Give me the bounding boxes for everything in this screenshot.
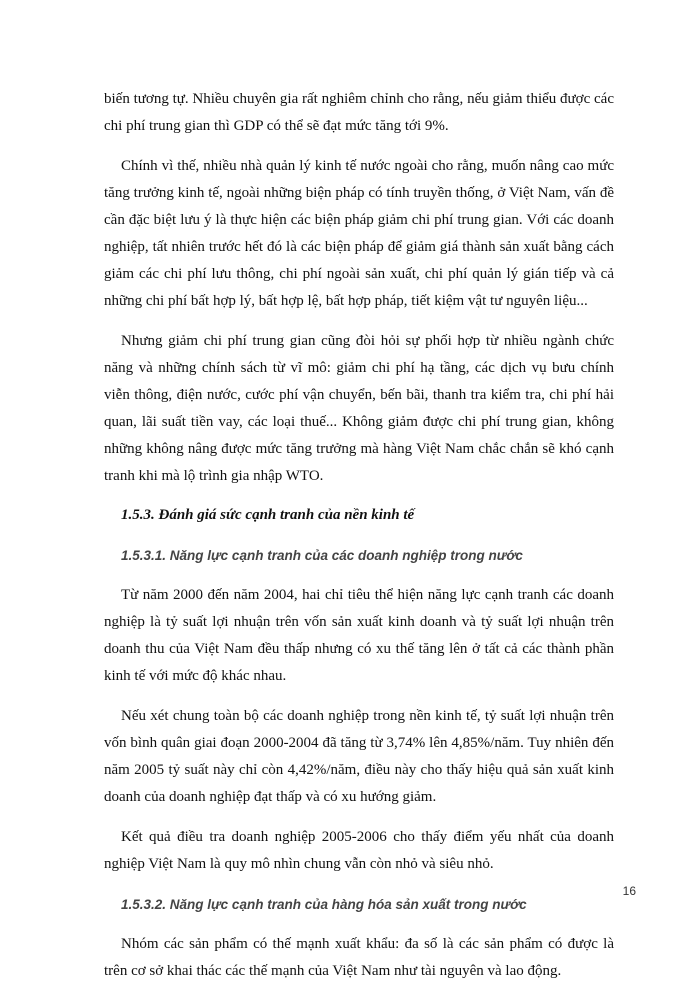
subsection-heading-1-5-3-2: 1.5.3.2. Năng lực cạnh tranh của hàng hóa sản xuất trong nước	[121, 897, 527, 912]
page-body	[104, 86, 614, 985]
paragraph-profit-rates: Nếu xét chung toàn bộ các doanh nghiệp trong nền kinh tế, tỷ suất lợi nhuận trên vốn bình quân giai đoạn 2000-2004 đã tăng từ 3,74% lên 4,85%/năm. Tuy nhiên đến năm 2005 tỷ suất này chỉ còn 4,42%/năm, điều này cho thấy hiệu quả sản xuất kinh doanh của doanh nghiệp đạt thấp và có xu hướng giảm.	[104, 708, 614, 805]
paragraph-survey-results: Kết quả điều tra doanh nghiệp 2005-2006 cho thấy điểm yếu nhất của doanh nghiệp Việt Nam là quy mô nhìn chung vẫn còn nhỏ và siêu nhỏ.	[104, 829, 614, 872]
paragraph-export-products: Nhóm các sản phẩm có thế mạnh xuất khẩu: đa số là các sản phẩm có được là trên cơ sở khai thác các thế mạnh của Việt Nam như tài nguyên và lao động.	[104, 936, 614, 979]
section-heading-1-5-3: 1.5.3. Đánh giá sức cạnh tranh của nền kinh tế	[121, 507, 415, 523]
paragraph-macro-coordination: Nhưng giảm chi phí trung gian cũng đòi hỏi sự phối hợp từ nhiều ngành chức năng và những chính sách từ vĩ mô: giảm chi phí hạ tầng, các dịch vụ bưu chính viễn thông, điện nước, cước phí vận chuyển, bến bãi, thanh tra kiểm tra, chi phí hải quan, lãi suất tiền vay, các loại thuế... Không giảm được chi phí trung gian, không những không nâng được mức tăng trưởng mà hàng Việt Nam chắc chắn sẽ khó cạnh tranh khi mà lộ trình gia nhập WTO.	[104, 333, 614, 484]
paragraph-continued: biến tương tự. Nhiều chuyên gia rất nghiêm chỉnh cho rằng, nếu giảm thiểu được các chi phí trung gian thì GDP có thể sẽ đạt mức tăng tới 9%.	[104, 91, 614, 134]
paragraph-intermediate-costs: Chính vì thế, nhiều nhà quản lý kinh tế nước ngoài cho rằng, muốn nâng cao mức tăng trưởng kinh tế, ngoài những biện pháp có tính truyền thống, ở Việt Nam, vấn đề cần đặc biệt lưu ý là thực hiện các biện pháp giảm chi phí trung gian. Với các doanh nghiệp, tất nhiên trước hết đó là các biện pháp để giảm giá thành sản xuất bằng cách giảm các chi phí lưu thông, chi phí ngoài sản xuất, chi phí quản lý gián tiếp và cả những chi phí bất hợp lý, bất hợp lệ, bất hợp pháp, tiết kiệm vật tư nguyên liệu...	[104, 158, 614, 309]
paragraph-profit-indicators: Từ năm 2000 đến năm 2004, hai chỉ tiêu thể hiện năng lực cạnh tranh các doanh nghiệp là tỷ suất lợi nhuận trên vốn sản xuất kinh doanh và tỷ suất lợi nhuận trên doanh thu của Việt Nam đều thấp nhưng có xu thế tăng lên ở tất cả các thành phần kinh tế với mức độ khác nhau.	[104, 587, 614, 684]
page-number: 16	[622, 884, 636, 898]
subsection-heading-1-5-3-1: 1.5.3.1. Năng lực cạnh tranh của các doanh nghiệp trong nước	[121, 548, 523, 563]
